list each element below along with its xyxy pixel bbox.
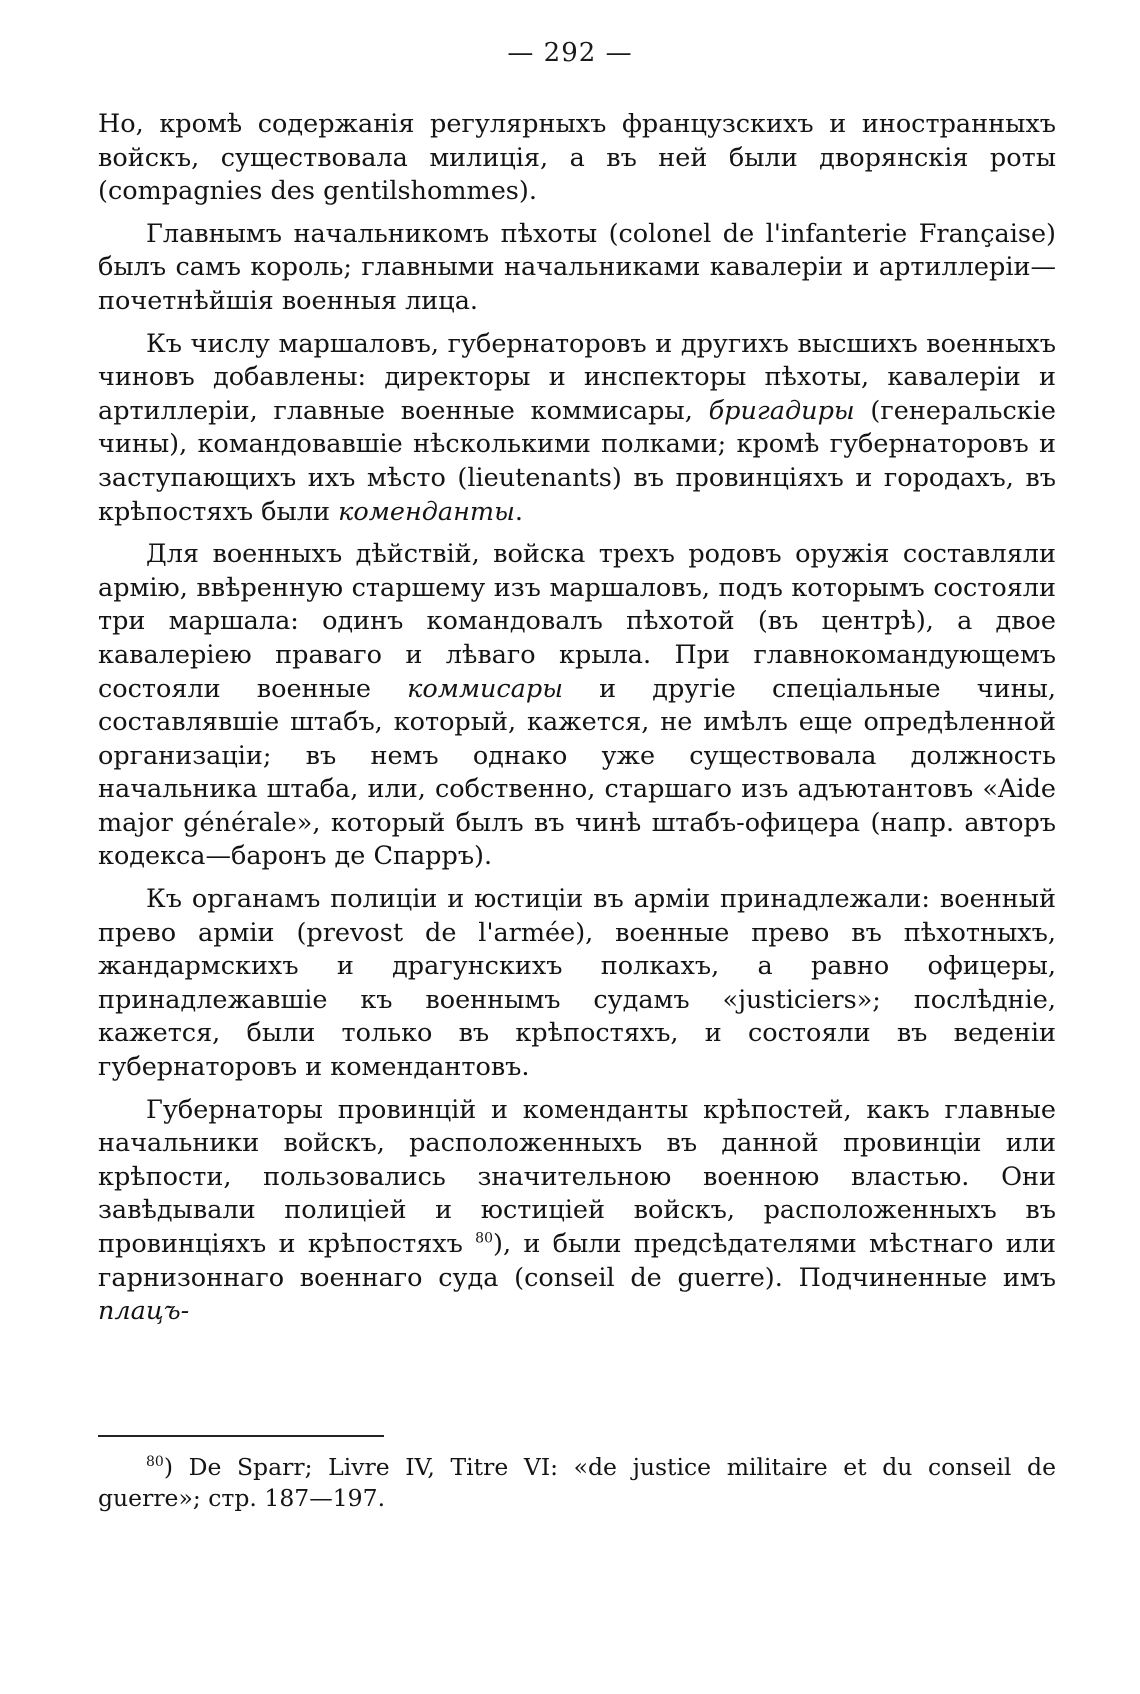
paragraph-4-text-b: и другіе спеціальные чины, составлявшіе штабъ, который, кажется, не имѣлъ еще опредѣленной организаціи; въ немъ однако уже существовала должность начальника штаба, или, собственно, старшаго изъ адъютантовъ «Aide major générale», который былъ въ чинѣ штабъ-офицера (напр. авторъ кодекса—баронъ де Спарръ).: [98, 673, 1056, 872]
footnote-marker: 80: [146, 1454, 164, 1471]
footnote-80: [98, 1452, 1056, 1514]
paragraph-4-text-a: Для военныхъ дѣйствій, войска трехъ родовъ оружія составляли армію, ввѣренную старшему изъ маршаловъ, подъ которымъ состояли три маршала: одинъ командовалъ пѣхотой (въ центрѣ), а двое кавалеріею праваго и лѣваго крыла. При главнокомандующемъ состояли военные: [98, 539, 1056, 704]
italic-term-place-de: плацъ-: [98, 1296, 190, 1327]
paragraph-1: Но, кромѣ содержанія регулярныхъ французскихъ и иностранныхъ войскъ, существовала милиція, а въ ней были дворянскія роты (compagnies des gentilshommes).: [98, 109, 1056, 207]
footnote-reference-80: 80: [475, 1230, 493, 1247]
paragraph-3: [98, 328, 1056, 530]
paragraph-6-text-b: ), и были предсѣдателями мѣстнаго или гарнизоннаго военнаго суда (conseil de guerre). Подчиненные имъ: [98, 1229, 1056, 1293]
italic-term-brigadiers: бригадиры: [708, 395, 855, 426]
page-number: — 292 —: [507, 38, 633, 68]
paragraph-3-text-c: .: [514, 496, 523, 527]
paragraph-2: Главнымъ начальникомъ пѣхоты (colonel de l'infanterie Française) былъ самъ король; главными начальниками кавалеріи и артиллеріи—почетнѣйшія военныя лица.: [98, 218, 1056, 316]
paragraph-5: Къ органамъ полиціи и юстиціи въ арміи принадлежали: военный прево арміи (prevost de l'armée), военные прево въ пѣхотныхъ, жандармскихъ и драгунскихъ полкахъ, а равно офицеры, принадлежавшіе къ военнымъ судамъ «justiciers»; послѣдніе, кажется, были только въ крѣпостяхъ, и состояли въ веденіи губернаторовъ и комендантовъ.: [98, 884, 1056, 1083]
paragraph-3-text-a: Къ числу маршаловъ, губернаторовъ и другихъ высшихъ военныхъ чиновъ добавлены: директоры и инспекторы пѣхоты, кавалеріи и артиллеріи, главные военные коммисары,: [98, 328, 1056, 426]
paragraph-6: [98, 1094, 1056, 1329]
footnote-divider: [98, 1435, 384, 1437]
main-text: [98, 108, 1056, 1338]
paragraph-6-text-a: Губернаторы провинцій и коменданты крѣпостей, какъ главные начальники войскъ, расположенныхъ въ данной провинціи или крѣпости, пользовались значительною военною властью. Они завѣдывали полиціей и юстиціей войскъ, расположенныхъ въ провинціяхъ и крѣпостяхъ: [98, 1094, 1056, 1259]
paragraph-3-text-b: (генеральскіе чины), командовавшіе нѣсколькими полками; кромѣ губернаторовъ и заступающихъ ихъ мѣсто (lieutenants) въ провинціяхъ и городахъ, въ крѣпостяхъ были: [98, 395, 1056, 527]
paragraph-4: [98, 538, 1056, 874]
italic-term-commandants: коменданты: [338, 496, 515, 527]
footnote-text: ) De Sparr; Livre IV, Titre VI: «de justice militaire et du conseil de guerre»; стр. 187—197.: [98, 1453, 1056, 1512]
italic-term-commissaries: коммисары: [407, 673, 563, 704]
